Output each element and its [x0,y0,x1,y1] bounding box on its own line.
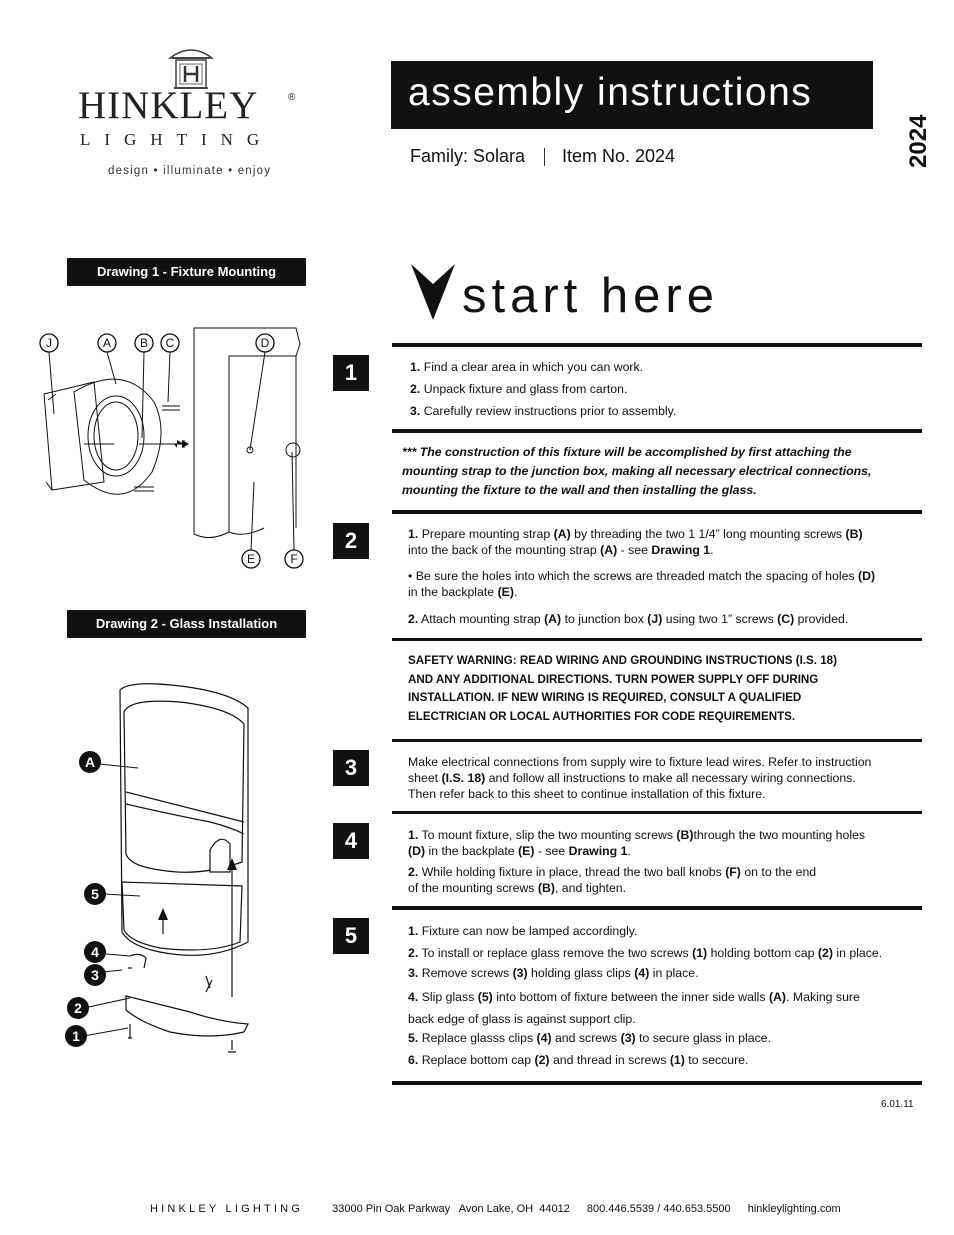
step-5-item-6: 6. Replace bottom cap (2) and thread in screws (1) to seccure. [408,1053,749,1067]
divider-rule [392,429,922,433]
logo-name: HINKLEY [78,84,259,127]
header-divider [544,148,545,166]
step-2-item-1: 1. Prepare mounting strap (A) by threading the two 1 1/4” long mounting screws (B) into the back of the mounting strap (A) - see Drawing 1. [408,527,863,557]
footer [150,1203,841,1215]
step-5-number: 5 [333,918,369,954]
step-5-item-4: 4. Slip glass (5) into bottom of fixture between the inner side walls (A). Making sure back edge of glass is against support clip. [408,990,860,1026]
step-2-bullet: • Be sure the holes into which the screws are threaded match the spacing of holes (D) in the backplate (E). [408,569,876,599]
drawing-2-label: Drawing 2 - Glass Installation [67,610,306,638]
divider-rule [392,638,922,641]
step-4-number: 4 [333,823,369,859]
divider-rule [392,811,922,814]
drawing-2-callouts [66,750,110,1050]
item-number-label: Item No. 2024 [562,146,676,166]
callout-f: F [290,552,298,566]
item-number-vertical-text: 2024 [905,114,932,168]
logo-registered: ® [288,92,296,103]
callout-3: 3 [91,967,99,983]
step-3-text: Make electrical connections from supply wire to fixture lead wires. Refer to instruction sheet (I.S. 18) and follow all instructions to make all necessary wiring connections. Then refer back to this sheet to continue installation of this fixture. [408,755,872,801]
step-5-item-1: 1. Fixture can now be lamped accordingly. [408,924,638,938]
footer-phone: 800.446.5539 / 440.653.5500 [586,1203,731,1215]
callout-a: A [102,336,112,350]
step-5-item-3: 3. Remove screws (3) holding glass clips (4) in place. [408,966,699,980]
divider-rule [392,510,922,514]
callout-1: 1 [72,1028,80,1044]
callout-2: 2 [74,1000,82,1016]
step-1-number: 1 [333,355,369,391]
callout-e: E [246,552,256,566]
revision-date: 6.01.11 [881,1099,914,1110]
step-3-number: 3 [333,750,369,786]
start-here-heading: start here [462,269,719,323]
footer-website[interactable]: hinkleylighting.com [747,1203,841,1215]
callout-4: 4 [91,944,99,960]
drawing-1-label: Drawing 1 - Fixture Mounting [67,258,306,286]
page-title: assembly instructions [408,71,813,114]
step-1-item-2: 2. Unpack fixture and glass from carton. [410,382,628,396]
callout-5: 5 [91,886,99,902]
safety-warning: SAFETY WARNING: READ WIRING AND GROUNDING INSTRUCTIONS (I.S. 18) AND ANY ADDITIONAL DIRECTIONS. TURN POWER SUPPLY OFF DURING INSTALLATION. IF NEW WIRING IS REQUIRED, CONSULT A QUALIFIED ELECTRICIAN OR LOCAL AUTHORITIES FOR CODE REQUIREMENTS. [408,654,837,723]
callout-c: C [165,336,175,350]
divider-rule [392,739,922,742]
divider-rule [392,343,922,347]
item-number-vertical [882,70,942,168]
footer-company: HINKLEY LIGHTING [150,1203,304,1215]
step-1-item-3: 3. Carefully review instructions prior to assembly. [410,404,677,418]
family-label: Family: Solara [410,146,526,166]
step-5-item-2: 2. To install or replace glass remove the two screws (1) holding bottom cap (2) in place. [408,946,883,960]
step-5-item-5: 5. Replace glasss clips (4) and screws (3) to secure glass in place. [408,1031,771,1045]
callout-j: J [46,336,52,350]
divider-rule [392,1081,922,1085]
footer-address: 33000 Pin Oak Parkway Avon Lake, OH 44012 [332,1203,570,1215]
step-2-item-2: 2. Attach mounting strap (A) to junction box (J) using two 1” screws (C) provided. [408,612,849,626]
logo-tagline: design • illuminate • enjoy [108,165,272,177]
step-4-item-1: 1. To mount fixture, slip the two mounting screws (B)through the two mounting holes (D) in the backplate (E) - see Drawing 1. [408,828,866,858]
step-2-number: 2 [333,523,369,559]
callout-a-2: A [84,754,96,770]
drawing-1-fixture-mounting [34,322,318,576]
logo-subtitle: LIGHTING [80,130,274,149]
divider-rule [392,906,922,910]
step-4-item-2: 2. While holding fixture in place, thread the two ball knobs (F) on to the end of the mounting screws (B), and tighten. [408,865,817,895]
callout-b: B [139,336,149,350]
construction-note: *** The construction of this fixture will be accomplished by first attaching the mounting strap to the junction box, making all necessary electrical connections, mounting the fixture to the wall and then installing the glass. [402,445,872,497]
callout-d: D [260,336,270,350]
step-1-item-1: 1. Find a clear area in which you can work. [410,360,644,374]
start-arrow-icon [409,262,457,322]
